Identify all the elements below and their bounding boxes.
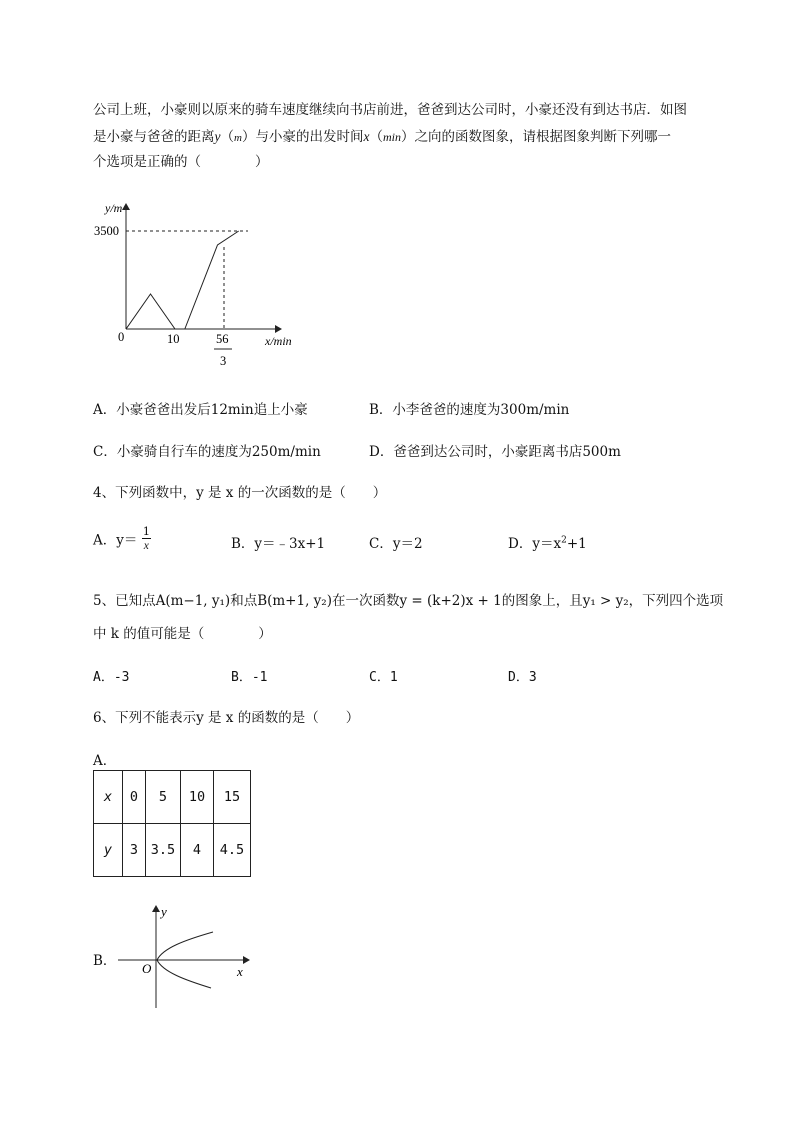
table-cell: 3.5 <box>146 824 181 877</box>
q4-option-d <box>508 532 587 552</box>
table-cell: 4 <box>181 824 214 877</box>
q6-b-graph <box>115 900 255 1012</box>
q5-line-1: 5、已知点A(m−1, y₁)和点B(m+1, y₂)在一次函数y = (k+2)x + 1的图象上，且y₁ > y₂，下列四个选项 <box>93 593 724 609</box>
b-origin-label: O <box>142 961 152 976</box>
origin-label: 0 <box>118 330 125 344</box>
q4-stem: 4、下列函数中，y 是 x 的一次函数的是（ ） <box>93 485 387 501</box>
y-axis-arrow <box>122 203 130 210</box>
q3-option-b: B．小李爸爸的速度为300m/min <box>369 402 570 418</box>
intro-line-2a: 是小豪与爸爸的距离 <box>93 129 215 145</box>
table-cell: 0 <box>123 771 146 824</box>
table-cell: 5 <box>146 771 181 824</box>
q4-d-sup: 2 <box>561 535 567 546</box>
table-row <box>94 824 251 877</box>
q6-value-table <box>93 770 251 877</box>
b-y-arrow <box>152 905 160 912</box>
x-tick-numerator: 56 <box>216 332 229 346</box>
q5-line-2: 中 k 的值可能是（ ） <box>93 626 272 642</box>
x-axis-label: x/min <box>265 334 292 348</box>
q4-d-suffix: +1 <box>566 536 587 552</box>
q3-option-d: D．爸爸到达公司时，小豪距离书店500m <box>369 444 621 460</box>
q6-option-b-label: B． <box>93 953 117 969</box>
q4-option-b: B．y＝﹣3x+1 <box>231 536 326 552</box>
b-x-arrow <box>243 956 250 964</box>
unit-min: min <box>382 130 401 144</box>
q5-option-a: A．-3 <box>93 670 130 685</box>
var-x: x <box>363 129 370 144</box>
table-row <box>94 771 251 824</box>
intro-line-2 <box>93 127 671 148</box>
intro-line-3: 个选项是正确的（ ） <box>93 154 269 170</box>
table-cell: y <box>94 824 123 877</box>
q4-a-fraction <box>142 524 151 553</box>
q4-a-denominator: x <box>143 540 149 552</box>
distance-time-graph <box>90 195 310 375</box>
intro-line-2b: ）之向的函数图象，请根据图象判断下列哪一 <box>400 129 671 145</box>
b-x-label: x <box>237 964 243 979</box>
table-cell: 10 <box>181 771 214 824</box>
q4-a-prefix: A．y＝ <box>93 532 138 549</box>
var-y: y <box>214 129 221 144</box>
q4-d-prefix: D．y＝x <box>508 536 562 552</box>
q4-option-a <box>93 524 151 558</box>
q5-option-c: C．1 <box>369 670 398 685</box>
q3-option-c: C．小豪骑自行车的速度为250m/min <box>93 444 321 460</box>
y-tick-3500: 3500 <box>94 224 119 238</box>
paren-open-1: （ <box>220 129 234 145</box>
table-cell: 4.5 <box>214 824 251 877</box>
q3-option-a: A．小豪爸爸出发后12min追上小豪 <box>93 402 308 418</box>
x-tick-denominator: 3 <box>220 354 227 368</box>
x-axis-arrow <box>275 325 282 333</box>
table-cell: 3 <box>123 824 146 877</box>
series-line <box>126 231 239 329</box>
unit-m: m <box>234 132 242 144</box>
unit-m-close: ）与小豪的出发时间 <box>241 129 364 145</box>
table-cell: 15 <box>214 771 251 824</box>
paren-open-2: （ <box>369 129 383 145</box>
intro-line-1: 公司上班，小豪则以原来的骑车速度继续向书店前进，爸爸到达公司时，小豪还没有到达书店．如图 <box>93 102 687 118</box>
q4-option-c: C．y＝2 <box>369 536 423 552</box>
x-tick-10: 10 <box>167 332 180 346</box>
table-cell: x <box>94 771 123 824</box>
q5-option-b: B．-1 <box>231 670 268 685</box>
q6-stem: 6、下列不能表示y 是 x 的函数的是（ ） <box>93 710 360 726</box>
q6-option-a-label: A． <box>93 753 117 769</box>
q5-option-d: D．3 <box>508 670 537 685</box>
y-axis-label: y/m <box>105 201 123 215</box>
q4-a-numerator: 1 <box>142 524 151 538</box>
b-y-label: y <box>161 904 167 919</box>
